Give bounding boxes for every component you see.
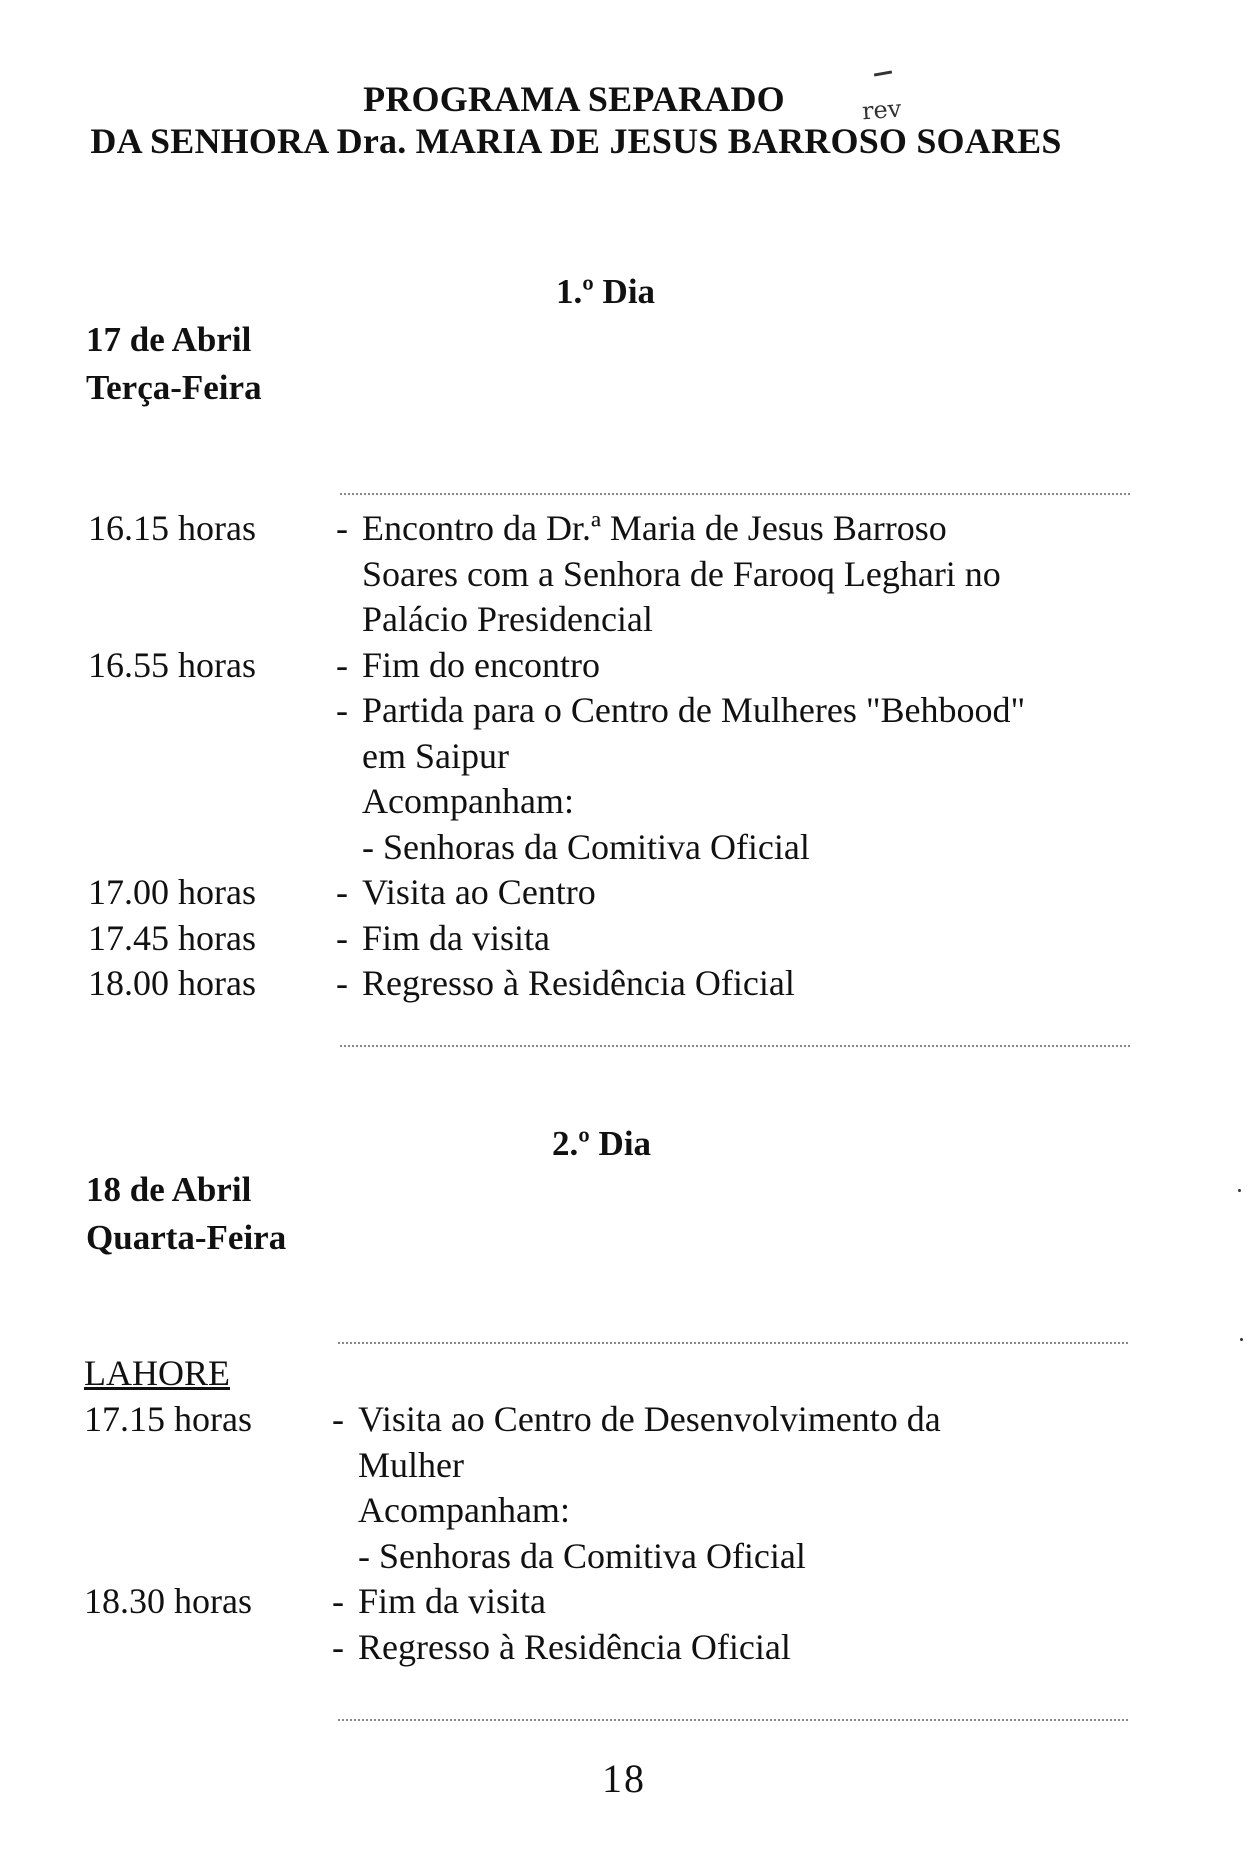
row-description: Regresso à Residência Oficial bbox=[362, 963, 795, 1003]
dotted-separator bbox=[340, 1045, 1130, 1047]
row-dash: - bbox=[336, 963, 348, 1003]
row-dash: - bbox=[332, 1399, 344, 1439]
day-1-heading: 1.º Dia bbox=[556, 272, 656, 311]
row-description: Visita ao Centro de Desenvolvimento da bbox=[358, 1399, 941, 1439]
row-time: 17.00 horas bbox=[88, 872, 256, 912]
schedule-row bbox=[88, 643, 1025, 689]
row-continuation: em Saipur bbox=[362, 735, 509, 776]
row-dash: - bbox=[336, 644, 348, 685]
row-dash: - bbox=[336, 872, 348, 912]
row-description: Visita ao Centro bbox=[362, 872, 596, 912]
schedule-row bbox=[88, 506, 1025, 552]
row-description: Fim do encontro bbox=[362, 644, 600, 685]
row-time bbox=[88, 688, 336, 734]
row-time: 16.15 horas bbox=[88, 508, 256, 548]
dotted-separator bbox=[338, 1342, 1128, 1344]
dotted-separator bbox=[340, 493, 1130, 495]
scan-speck bbox=[1240, 1338, 1243, 1341]
title-line-2: DA SENHORA Dra. MARIA DE JESUS BARROSO SOARES bbox=[90, 121, 1062, 161]
row-dash: - bbox=[336, 508, 348, 548]
row-description: Encontro da Dr.ª Maria de Jesus Barroso bbox=[362, 508, 947, 548]
row-description: Partida para o Centro de Mulheres "Behbood" bbox=[362, 690, 1026, 730]
day-2-schedule bbox=[84, 1397, 941, 1670]
row-time bbox=[84, 1625, 332, 1671]
row-continuation: - Senhoras da Comitiva Oficial bbox=[358, 1535, 806, 1576]
handwritten-annotation: rev bbox=[861, 94, 903, 126]
schedule-row bbox=[88, 870, 1025, 916]
row-time: 17.45 horas bbox=[88, 917, 256, 958]
row-continuation: Acompanham: bbox=[362, 781, 574, 821]
schedule-row bbox=[84, 1579, 941, 1625]
day-1-weekday: Terça-Feira bbox=[86, 368, 262, 407]
location-label: LAHORE bbox=[84, 1353, 230, 1393]
row-continuation: Palácio Presidencial bbox=[362, 599, 653, 639]
row-dash: - bbox=[336, 917, 348, 958]
handwritten-mark bbox=[874, 70, 892, 76]
row-time: 18.30 horas bbox=[84, 1581, 252, 1621]
title-line-1: PROGRAMA SEPARADO bbox=[363, 79, 785, 119]
row-time: 17.15 horas bbox=[84, 1399, 252, 1439]
row-continuation: Mulher bbox=[358, 1444, 464, 1485]
day-2-date-label: 18 de Abril bbox=[86, 1170, 252, 1209]
schedule-row bbox=[84, 1625, 941, 1671]
row-time: 18.00 horas bbox=[88, 963, 256, 1003]
row-description: Fim da visita bbox=[362, 917, 550, 958]
dotted-separator bbox=[338, 1719, 1128, 1721]
row-dash: - bbox=[332, 1581, 344, 1621]
schedule-row bbox=[88, 688, 1025, 734]
row-dash: - bbox=[332, 1626, 344, 1667]
row-description: Regresso à Residência Oficial bbox=[358, 1626, 791, 1667]
schedule-row bbox=[88, 916, 1025, 962]
day-1-date-label: 17 de Abril bbox=[86, 320, 252, 359]
schedule-row bbox=[84, 1397, 941, 1443]
row-description: Fim da visita bbox=[358, 1581, 546, 1621]
day-2-weekday: Quarta-Feira bbox=[86, 1218, 287, 1257]
schedule-row bbox=[88, 961, 1025, 1007]
row-time: 16.55 horas bbox=[88, 644, 256, 685]
scan-speck bbox=[1238, 1189, 1241, 1192]
row-continuation: - Senhoras da Comitiva Oficial bbox=[362, 826, 810, 867]
day-2-date bbox=[86, 1166, 286, 1262]
day-2-heading: 2.º Dia bbox=[552, 1124, 652, 1163]
day-1-date bbox=[86, 316, 262, 412]
row-dash: - bbox=[336, 690, 348, 730]
page-number: 18 bbox=[602, 1756, 646, 1801]
row-continuation: Soares com a Senhora de Farooq Leghari no bbox=[362, 553, 1001, 594]
day-1-schedule bbox=[88, 506, 1025, 1007]
row-continuation: Acompanham: bbox=[358, 1490, 570, 1530]
